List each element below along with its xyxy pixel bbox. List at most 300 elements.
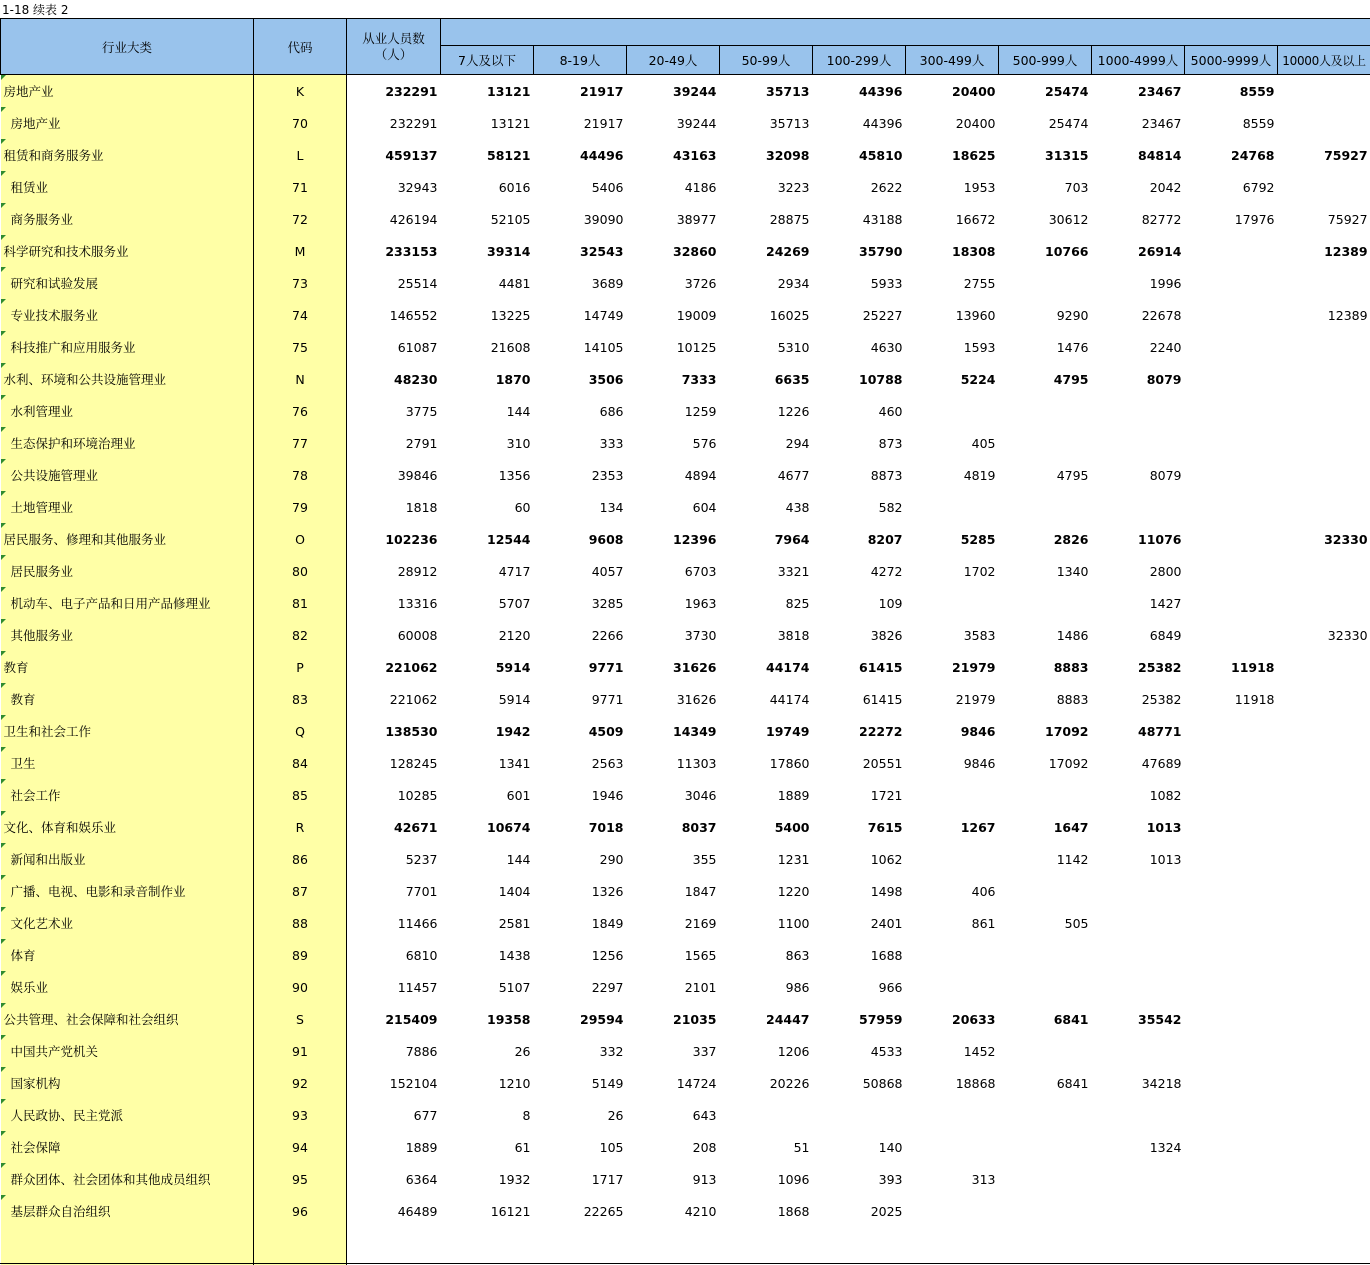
industry-code: 75	[254, 331, 347, 363]
size-value: 7615	[813, 811, 906, 843]
size-value: 4481	[441, 267, 534, 299]
size-value: 13121	[441, 107, 534, 139]
total-value: 128245	[347, 747, 441, 779]
size-value	[906, 395, 999, 427]
size-value: 39244	[627, 107, 720, 139]
industry-code: 78	[254, 459, 347, 491]
size-value: 7333	[627, 363, 720, 395]
size-value: 7018	[534, 811, 627, 843]
total-value: 677	[347, 1099, 441, 1131]
industry-name: 租赁和商务服务业	[1, 139, 254, 171]
size-value: 2826	[999, 523, 1092, 555]
size-value: 105	[534, 1131, 627, 1163]
size-value	[1278, 107, 1370, 139]
total-value: 25514	[347, 267, 441, 299]
size-value: 8037	[627, 811, 720, 843]
size-value: 39314	[441, 235, 534, 267]
industry-code: 85	[254, 779, 347, 811]
size-value: 290	[534, 843, 627, 875]
header-size-4: 100-299人	[813, 46, 906, 75]
size-value	[1278, 555, 1370, 587]
industry-name: 其他服务业	[1, 619, 254, 651]
industry-name: 商务服务业	[1, 203, 254, 235]
size-value: 9771	[534, 683, 627, 715]
size-value: 2266	[534, 619, 627, 651]
size-value	[906, 491, 999, 523]
total-value: 1889	[347, 1131, 441, 1163]
size-value: 4717	[441, 555, 534, 587]
size-value: 26914	[1092, 235, 1185, 267]
industry-name: 机动车、电子产品和日用产品修理业	[1, 587, 254, 619]
size-value	[1278, 683, 1370, 715]
size-value: 1206	[720, 1035, 813, 1067]
size-value: 32330	[1278, 523, 1370, 555]
size-value	[999, 939, 1092, 971]
size-value: 5933	[813, 267, 906, 299]
size-value	[906, 1195, 999, 1227]
size-value	[1185, 363, 1278, 395]
size-value: 601	[441, 779, 534, 811]
industry-name: 专业技术服务业	[1, 299, 254, 331]
size-value: 84814	[1092, 139, 1185, 171]
size-value: 52105	[441, 203, 534, 235]
size-value	[1278, 491, 1370, 523]
size-value	[1278, 939, 1370, 971]
size-value: 406	[906, 875, 999, 907]
table-row	[1, 939, 1370, 971]
total-value: 426194	[347, 203, 441, 235]
industry-name: 租赁业	[1, 171, 254, 203]
header-size-2: 20-49人	[627, 46, 720, 75]
size-value: 31315	[999, 139, 1092, 171]
size-value: 8873	[813, 459, 906, 491]
size-value: 12389	[1278, 235, 1370, 267]
size-value: 6635	[720, 363, 813, 395]
size-value: 986	[720, 971, 813, 1003]
size-value: 134	[534, 491, 627, 523]
size-value: 1702	[906, 555, 999, 587]
total-value: 42671	[347, 811, 441, 843]
size-value	[1278, 363, 1370, 395]
size-value	[1185, 747, 1278, 779]
industry-name: 科技推广和应用服务业	[1, 331, 254, 363]
industry-code: 90	[254, 971, 347, 1003]
size-value	[1278, 427, 1370, 459]
size-value	[1278, 875, 1370, 907]
size-value	[1278, 75, 1370, 108]
table-title: 1-18 续表 2	[2, 2, 69, 18]
size-value: 1593	[906, 331, 999, 363]
size-value: 3583	[906, 619, 999, 651]
size-value: 20400	[906, 107, 999, 139]
size-value: 48771	[1092, 715, 1185, 747]
size-value: 1013	[1092, 843, 1185, 875]
size-value	[999, 267, 1092, 299]
size-value: 9771	[534, 651, 627, 683]
table-row	[1, 139, 1370, 171]
size-value: 43188	[813, 203, 906, 235]
filler-cell	[347, 1227, 1370, 1265]
size-value	[906, 587, 999, 619]
size-value: 2025	[813, 1195, 906, 1227]
size-value	[1278, 1163, 1370, 1195]
size-value	[1278, 1099, 1370, 1131]
size-value: 1717	[534, 1163, 627, 1195]
table-row	[1, 235, 1370, 267]
filler-cell	[254, 1227, 347, 1265]
industry-code: 77	[254, 427, 347, 459]
size-value: 2240	[1092, 331, 1185, 363]
size-value: 12389	[1278, 299, 1370, 331]
size-value: 1267	[906, 811, 999, 843]
industry-code: 94	[254, 1131, 347, 1163]
size-value: 703	[999, 171, 1092, 203]
size-value	[1185, 779, 1278, 811]
size-value: 44396	[813, 107, 906, 139]
size-value: 144	[441, 843, 534, 875]
size-value: 20226	[720, 1067, 813, 1099]
size-value: 4795	[999, 459, 1092, 491]
size-value: 2800	[1092, 555, 1185, 587]
size-value: 208	[627, 1131, 720, 1163]
size-value: 4894	[627, 459, 720, 491]
size-value: 1889	[720, 779, 813, 811]
size-value	[906, 1099, 999, 1131]
industry-code: 74	[254, 299, 347, 331]
industry-name: 水利管理业	[1, 395, 254, 427]
size-value: 5224	[906, 363, 999, 395]
total-value: 102236	[347, 523, 441, 555]
size-value: 2934	[720, 267, 813, 299]
table-row	[1, 1163, 1370, 1195]
size-value	[1278, 907, 1370, 939]
industry-code: 72	[254, 203, 347, 235]
size-value: 75927	[1278, 203, 1370, 235]
size-value: 31626	[627, 683, 720, 715]
size-value: 1868	[720, 1195, 813, 1227]
industry-name: 国家机构	[1, 1067, 254, 1099]
size-value: 11303	[627, 747, 720, 779]
size-value: 9846	[906, 715, 999, 747]
size-value: 17860	[720, 747, 813, 779]
size-value: 1096	[720, 1163, 813, 1195]
size-value: 32543	[534, 235, 627, 267]
industry-code: 70	[254, 107, 347, 139]
size-value: 355	[627, 843, 720, 875]
size-value	[999, 1163, 1092, 1195]
size-value	[1278, 1131, 1370, 1163]
size-value: 4509	[534, 715, 627, 747]
size-value	[999, 971, 1092, 1003]
total-value: 46489	[347, 1195, 441, 1227]
size-value: 1340	[999, 555, 1092, 587]
size-value: 2581	[441, 907, 534, 939]
size-value	[906, 843, 999, 875]
size-value	[999, 1099, 1092, 1131]
table-row	[1, 555, 1370, 587]
industry-code: N	[254, 363, 347, 395]
size-value: 34218	[1092, 1067, 1185, 1099]
table-row	[1, 875, 1370, 907]
size-value	[1278, 651, 1370, 683]
size-value: 576	[627, 427, 720, 459]
size-value: 35713	[720, 75, 813, 108]
industry-code: 82	[254, 619, 347, 651]
industry-code: 91	[254, 1035, 347, 1067]
size-value	[1185, 1099, 1278, 1131]
size-value: 2353	[534, 459, 627, 491]
size-value: 4819	[906, 459, 999, 491]
industry-name: 文化艺术业	[1, 907, 254, 939]
size-value: 5285	[906, 523, 999, 555]
industry-name: 基层群众自治组织	[1, 1195, 254, 1227]
size-value: 32860	[627, 235, 720, 267]
header-code: 代码	[254, 19, 347, 75]
size-value: 19358	[441, 1003, 534, 1035]
total-value: 1818	[347, 491, 441, 523]
size-value: 12396	[627, 523, 720, 555]
size-value: 10766	[999, 235, 1092, 267]
size-value: 10788	[813, 363, 906, 395]
industry-code: 76	[254, 395, 347, 427]
industry-code: 92	[254, 1067, 347, 1099]
size-value: 6841	[999, 1067, 1092, 1099]
industry-name: 研究和试验发展	[1, 267, 254, 299]
industry-name: 水利、环境和公共设施管理业	[1, 363, 254, 395]
size-value: 2101	[627, 971, 720, 1003]
industry-code: K	[254, 75, 347, 108]
size-value: 24447	[720, 1003, 813, 1035]
size-value	[999, 395, 1092, 427]
size-value: 47689	[1092, 747, 1185, 779]
size-value: 82772	[1092, 203, 1185, 235]
size-value: 9846	[906, 747, 999, 779]
size-value	[1185, 523, 1278, 555]
industry-name: 公共管理、社会保障和社会组织	[1, 1003, 254, 1035]
size-value	[1278, 811, 1370, 843]
size-value	[1278, 715, 1370, 747]
size-value	[906, 971, 999, 1003]
size-value: 11076	[1092, 523, 1185, 555]
size-value	[1185, 1131, 1278, 1163]
table-row	[1, 107, 1370, 139]
total-value: 60008	[347, 619, 441, 651]
total-value: 7886	[347, 1035, 441, 1067]
table-row	[1, 459, 1370, 491]
size-value: 17092	[999, 747, 1092, 779]
size-value: 61	[441, 1131, 534, 1163]
size-value: 21035	[627, 1003, 720, 1035]
size-value	[1185, 619, 1278, 651]
size-value: 21608	[441, 331, 534, 363]
size-value	[1185, 843, 1278, 875]
size-value: 3046	[627, 779, 720, 811]
table-row	[1, 971, 1370, 1003]
size-value: 310	[441, 427, 534, 459]
industry-code: 84	[254, 747, 347, 779]
table-row	[1, 747, 1370, 779]
size-value: 35542	[1092, 1003, 1185, 1035]
size-value	[1185, 1195, 1278, 1227]
size-value	[1185, 875, 1278, 907]
filler-cell	[1, 1227, 254, 1265]
industry-name: 人民政协、民主党派	[1, 1099, 254, 1131]
size-value: 8079	[1092, 459, 1185, 491]
size-value: 1256	[534, 939, 627, 971]
table-row	[1, 811, 1370, 843]
size-value: 26	[534, 1099, 627, 1131]
size-value: 1082	[1092, 779, 1185, 811]
size-value: 12544	[441, 523, 534, 555]
size-value: 24269	[720, 235, 813, 267]
size-value: 16025	[720, 299, 813, 331]
size-value: 50868	[813, 1067, 906, 1099]
size-value: 4533	[813, 1035, 906, 1067]
size-value: 19749	[720, 715, 813, 747]
total-value: 215409	[347, 1003, 441, 1035]
size-value	[1278, 843, 1370, 875]
size-value	[1185, 715, 1278, 747]
size-value	[999, 427, 1092, 459]
total-value: 6810	[347, 939, 441, 971]
size-value: 5149	[534, 1067, 627, 1099]
table-row	[1, 171, 1370, 203]
size-value: 21917	[534, 107, 627, 139]
header-size-group	[441, 19, 1370, 46]
size-value: 43163	[627, 139, 720, 171]
size-value: 11918	[1185, 651, 1278, 683]
size-value: 9608	[534, 523, 627, 555]
total-value: 48230	[347, 363, 441, 395]
industry-code: 95	[254, 1163, 347, 1195]
size-value	[999, 587, 1092, 619]
size-value: 2169	[627, 907, 720, 939]
size-value: 44396	[813, 75, 906, 108]
size-value: 4630	[813, 331, 906, 363]
size-value: 1946	[534, 779, 627, 811]
total-value: 7701	[347, 875, 441, 907]
size-value: 1427	[1092, 587, 1185, 619]
industry-code: L	[254, 139, 347, 171]
industry-code: 86	[254, 843, 347, 875]
size-value: 25474	[999, 107, 1092, 139]
size-value: 22678	[1092, 299, 1185, 331]
size-value: 5310	[720, 331, 813, 363]
size-value: 1210	[441, 1067, 534, 1099]
size-value: 5406	[534, 171, 627, 203]
table-row	[1, 651, 1370, 683]
table-row	[1, 395, 1370, 427]
table-row	[1, 363, 1370, 395]
size-value: 11918	[1185, 683, 1278, 715]
size-value: 57959	[813, 1003, 906, 1035]
size-value: 1341	[441, 747, 534, 779]
industry-name: 娱乐业	[1, 971, 254, 1003]
size-value	[1278, 395, 1370, 427]
size-value: 5914	[441, 651, 534, 683]
header-size-6: 500-999人	[999, 46, 1092, 75]
industry-code: 79	[254, 491, 347, 523]
size-value: 873	[813, 427, 906, 459]
size-value	[1092, 1163, 1185, 1195]
size-value: 1226	[720, 395, 813, 427]
industry-name: 社会保障	[1, 1131, 254, 1163]
table-row	[1, 1099, 1370, 1131]
size-value: 582	[813, 491, 906, 523]
industry-name: 卫生和社会工作	[1, 715, 254, 747]
size-value: 913	[627, 1163, 720, 1195]
size-value: 6016	[441, 171, 534, 203]
size-value	[1185, 811, 1278, 843]
total-value: 138530	[347, 715, 441, 747]
size-value: 2401	[813, 907, 906, 939]
size-value: 5400	[720, 811, 813, 843]
table-row	[1, 1035, 1370, 1067]
table-row	[1, 779, 1370, 811]
size-value: 17092	[999, 715, 1092, 747]
table-row	[1, 299, 1370, 331]
total-value: 11457	[347, 971, 441, 1003]
size-value: 18308	[906, 235, 999, 267]
size-value	[1185, 1003, 1278, 1035]
total-value: 3775	[347, 395, 441, 427]
size-value: 3223	[720, 171, 813, 203]
size-value: 4272	[813, 555, 906, 587]
size-value: 8559	[1185, 107, 1278, 139]
size-value: 4210	[627, 1195, 720, 1227]
size-value: 75927	[1278, 139, 1370, 171]
size-value: 438	[720, 491, 813, 523]
size-value: 13225	[441, 299, 534, 331]
size-value	[1278, 587, 1370, 619]
industry-code: 81	[254, 587, 347, 619]
table-row	[1, 75, 1370, 108]
size-value: 10674	[441, 811, 534, 843]
size-value: 18868	[906, 1067, 999, 1099]
size-value: 25474	[999, 75, 1092, 108]
size-value: 8	[441, 1099, 534, 1131]
industry-name: 群众团体、社会团体和其他成员组织	[1, 1163, 254, 1195]
size-value	[1092, 427, 1185, 459]
size-value	[1278, 779, 1370, 811]
size-value: 14749	[534, 299, 627, 331]
industry-name: 卫生	[1, 747, 254, 779]
size-value: 1220	[720, 875, 813, 907]
size-value: 5914	[441, 683, 534, 715]
size-value: 8559	[1185, 75, 1278, 108]
size-value: 23467	[1092, 107, 1185, 139]
size-value	[1185, 939, 1278, 971]
size-value: 3818	[720, 619, 813, 651]
size-value: 4677	[720, 459, 813, 491]
size-value: 505	[999, 907, 1092, 939]
size-value: 7964	[720, 523, 813, 555]
size-value	[1092, 1035, 1185, 1067]
industry-code: 93	[254, 1099, 347, 1131]
industry-code: R	[254, 811, 347, 843]
table-row	[1, 587, 1370, 619]
size-value: 8883	[999, 651, 1092, 683]
size-value	[1092, 907, 1185, 939]
size-value: 20400	[906, 75, 999, 108]
industry-code: 80	[254, 555, 347, 587]
size-value: 19009	[627, 299, 720, 331]
size-value	[1278, 331, 1370, 363]
total-value: 61087	[347, 331, 441, 363]
size-value: 58121	[441, 139, 534, 171]
total-value: 5237	[347, 843, 441, 875]
table-row	[1, 1195, 1370, 1227]
